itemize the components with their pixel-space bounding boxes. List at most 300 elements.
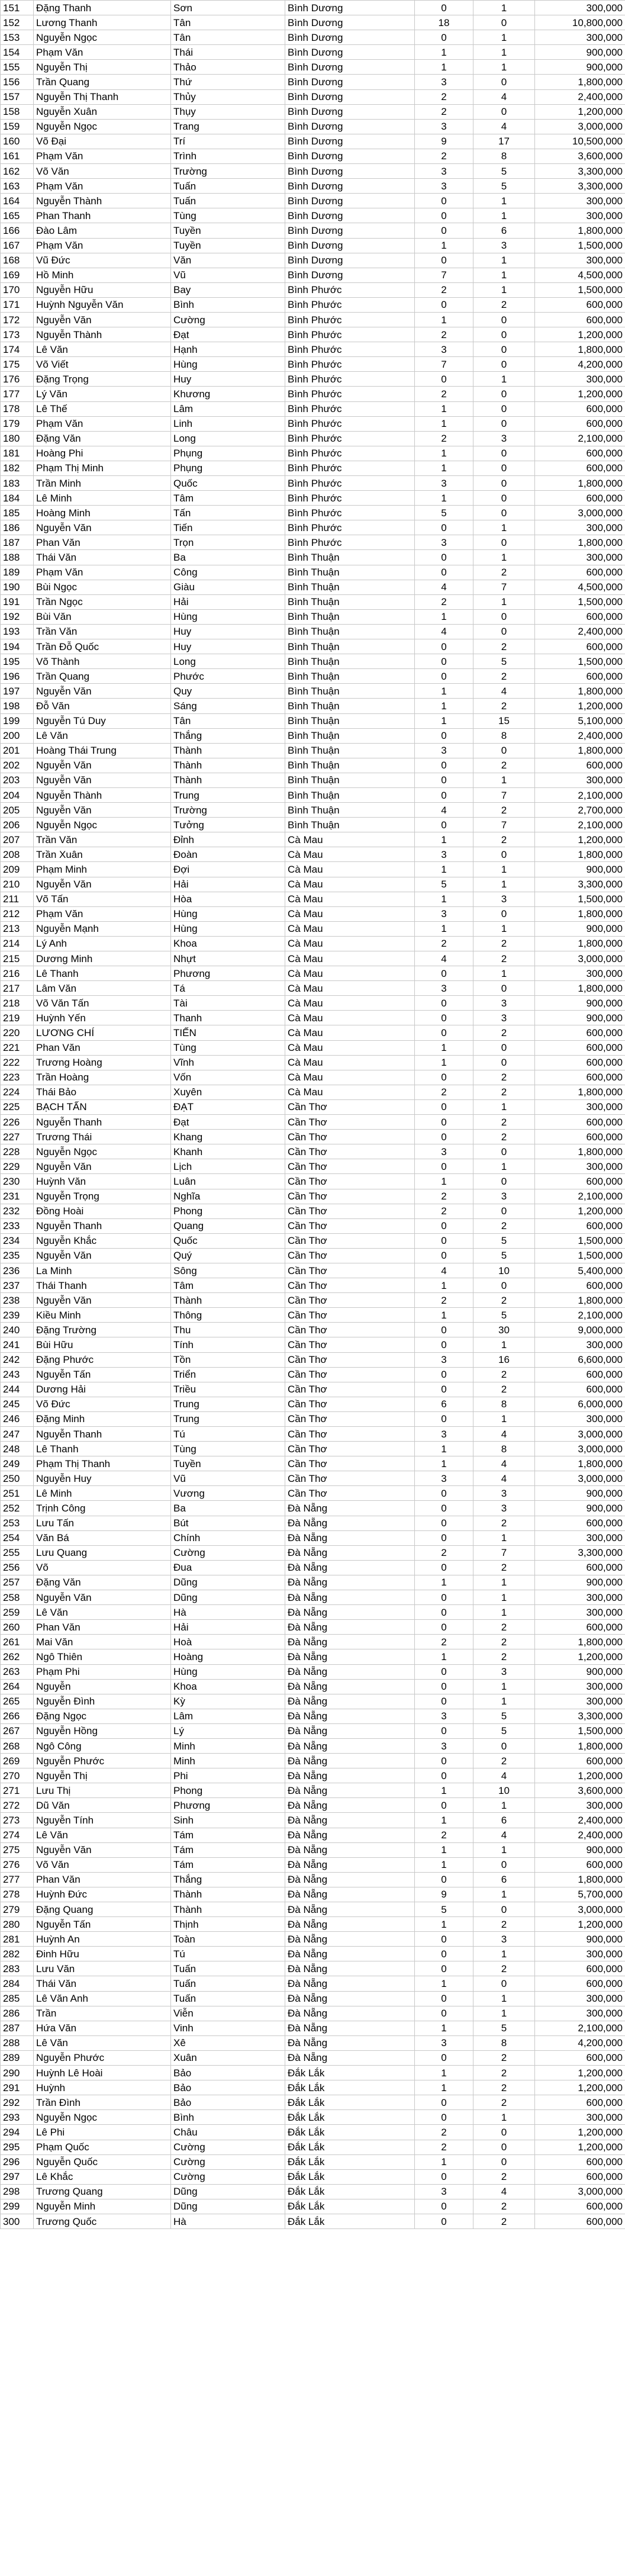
- row-number-cell[interactable]: 241: [1, 1337, 34, 1352]
- count-b-cell[interactable]: 1: [473, 268, 535, 282]
- count-b-cell[interactable]: 2: [473, 669, 535, 684]
- amount-cell[interactable]: 600,000: [535, 2214, 625, 2228]
- surname-cell[interactable]: Lưu Quang: [34, 1545, 171, 1560]
- amount-cell[interactable]: 300,000: [535, 550, 625, 565]
- count-a-cell[interactable]: 2: [415, 387, 473, 401]
- amount-cell[interactable]: 1,500,000: [535, 282, 625, 297]
- count-a-cell[interactable]: 2: [415, 594, 473, 609]
- count-b-cell[interactable]: 1: [473, 1605, 535, 1620]
- province-cell[interactable]: Đà Nẵng: [285, 1991, 415, 2006]
- province-cell[interactable]: Cần Thơ: [285, 1130, 415, 1144]
- province-cell[interactable]: Đà Nẵng: [285, 1798, 415, 1813]
- row-number-cell[interactable]: 239: [1, 1308, 34, 1323]
- row-number-cell[interactable]: 180: [1, 431, 34, 446]
- given-name-cell[interactable]: Đỉnh: [171, 832, 285, 847]
- row-number-cell[interactable]: 212: [1, 906, 34, 921]
- province-cell[interactable]: Đà Nẵng: [285, 1605, 415, 1620]
- row-number-cell[interactable]: 269: [1, 1754, 34, 1768]
- province-cell[interactable]: Đà Nẵng: [285, 1664, 415, 1679]
- count-a-cell[interactable]: 0: [415, 1991, 473, 2006]
- row-number-cell[interactable]: 188: [1, 550, 34, 565]
- row-number-cell[interactable]: 234: [1, 1233, 34, 1248]
- count-b-cell[interactable]: 3: [473, 1932, 535, 1947]
- count-a-cell[interactable]: 3: [415, 906, 473, 921]
- province-cell[interactable]: Đà Nẵng: [285, 1649, 415, 1664]
- count-a-cell[interactable]: 1: [415, 832, 473, 847]
- amount-cell[interactable]: 600,000: [535, 2095, 625, 2110]
- given-name-cell[interactable]: Tùng: [171, 1040, 285, 1055]
- province-cell[interactable]: Cần Thơ: [285, 1099, 415, 1114]
- count-b-cell[interactable]: 5: [473, 1709, 535, 1723]
- amount-cell[interactable]: 2,100,000: [535, 787, 625, 802]
- count-a-cell[interactable]: 3: [415, 179, 473, 194]
- surname-cell[interactable]: Phạm Quốc: [34, 2140, 171, 2154]
- province-cell[interactable]: Bình Phước: [285, 431, 415, 446]
- province-cell[interactable]: Bình Dương: [285, 15, 415, 30]
- province-cell[interactable]: Đắk Lắk: [285, 2080, 415, 2095]
- province-cell[interactable]: Bình Dương: [285, 30, 415, 45]
- count-b-cell[interactable]: 3: [473, 431, 535, 446]
- surname-cell[interactable]: Nguyễn Văn: [34, 520, 171, 535]
- surname-cell[interactable]: Nguyễn Văn: [34, 1159, 171, 1174]
- count-b-cell[interactable]: 2: [473, 1070, 535, 1085]
- given-name-cell[interactable]: Linh: [171, 416, 285, 431]
- count-b-cell[interactable]: 1: [473, 60, 535, 75]
- province-cell[interactable]: Bình Phước: [285, 387, 415, 401]
- count-b-cell[interactable]: 2: [473, 951, 535, 966]
- province-cell[interactable]: Bình Dương: [285, 223, 415, 238]
- row-number-cell[interactable]: 157: [1, 89, 34, 104]
- surname-cell[interactable]: Nguyễn Tấn: [34, 1367, 171, 1382]
- given-name-cell[interactable]: Tâm: [171, 491, 285, 506]
- given-name-cell[interactable]: Ba: [171, 550, 285, 565]
- given-name-cell[interactable]: Tân: [171, 713, 285, 728]
- count-b-cell[interactable]: 3: [473, 1664, 535, 1679]
- surname-cell[interactable]: Huỳnh Yến: [34, 1011, 171, 1025]
- count-a-cell[interactable]: 0: [415, 2095, 473, 2110]
- count-b-cell[interactable]: 0: [473, 491, 535, 506]
- count-a-cell[interactable]: 0: [415, 1248, 473, 1263]
- surname-cell[interactable]: Lưu Văn: [34, 1961, 171, 1976]
- surname-cell[interactable]: Dương Minh: [34, 951, 171, 966]
- count-a-cell[interactable]: 1: [415, 699, 473, 713]
- count-b-cell[interactable]: 2: [473, 1085, 535, 1099]
- count-a-cell[interactable]: 1: [415, 609, 473, 624]
- given-name-cell[interactable]: TIẾN: [171, 1025, 285, 1040]
- given-name-cell[interactable]: Đạt: [171, 327, 285, 342]
- row-number-cell[interactable]: 191: [1, 594, 34, 609]
- row-number-cell[interactable]: 283: [1, 1961, 34, 1976]
- count-a-cell[interactable]: 0: [415, 1099, 473, 1114]
- count-b-cell[interactable]: 5: [473, 2021, 535, 2035]
- row-number-cell[interactable]: 193: [1, 624, 34, 639]
- count-a-cell[interactable]: 3: [415, 2184, 473, 2199]
- surname-cell[interactable]: Trần Minh: [34, 476, 171, 491]
- amount-cell[interactable]: 4,500,000: [535, 580, 625, 594]
- count-a-cell[interactable]: 1: [415, 416, 473, 431]
- count-b-cell[interactable]: 0: [473, 2125, 535, 2140]
- count-b-cell[interactable]: 0: [473, 981, 535, 996]
- count-a-cell[interactable]: 0: [415, 2169, 473, 2184]
- count-a-cell[interactable]: 0: [415, 1367, 473, 1382]
- surname-cell[interactable]: Nguyễn Văn: [34, 877, 171, 892]
- surname-cell[interactable]: Nguyễn Ngọc: [34, 2110, 171, 2125]
- count-a-cell[interactable]: 2: [415, 1293, 473, 1308]
- surname-cell[interactable]: Lê Văn: [34, 342, 171, 357]
- surname-cell[interactable]: Võ Đức: [34, 1397, 171, 1411]
- given-name-cell[interactable]: Văn: [171, 253, 285, 268]
- given-name-cell[interactable]: Nghĩa: [171, 1189, 285, 1204]
- amount-cell[interactable]: 600,000: [535, 1055, 625, 1070]
- given-name-cell[interactable]: Sáng: [171, 699, 285, 713]
- count-b-cell[interactable]: 4: [473, 684, 535, 699]
- given-name-cell[interactable]: Giàu: [171, 580, 285, 594]
- count-b-cell[interactable]: 8: [473, 149, 535, 163]
- count-b-cell[interactable]: 0: [473, 401, 535, 416]
- surname-cell[interactable]: Thái Văn: [34, 550, 171, 565]
- count-b-cell[interactable]: 0: [473, 1738, 535, 1753]
- count-b-cell[interactable]: 2: [473, 1649, 535, 1664]
- amount-cell[interactable]: 1,800,000: [535, 1738, 625, 1753]
- province-cell[interactable]: Cà Mau: [285, 862, 415, 877]
- surname-cell[interactable]: Đặng Văn: [34, 1575, 171, 1590]
- surname-cell[interactable]: Nguyễn Văn: [34, 1248, 171, 1263]
- row-number-cell[interactable]: 274: [1, 1828, 34, 1842]
- amount-cell[interactable]: 1,500,000: [535, 238, 625, 253]
- count-b-cell[interactable]: 1: [473, 1575, 535, 1590]
- count-a-cell[interactable]: 3: [415, 1352, 473, 1367]
- amount-cell[interactable]: 600,000: [535, 1976, 625, 1991]
- count-b-cell[interactable]: 0: [473, 1055, 535, 1070]
- given-name-cell[interactable]: Vốn: [171, 1070, 285, 1085]
- row-number-cell[interactable]: 160: [1, 134, 34, 149]
- row-number-cell[interactable]: 187: [1, 535, 34, 550]
- amount-cell[interactable]: 1,200,000: [535, 699, 625, 713]
- row-number-cell[interactable]: 194: [1, 639, 34, 654]
- surname-cell[interactable]: Trần Hoàng: [34, 1070, 171, 1085]
- surname-cell[interactable]: Bùi Ngọc: [34, 580, 171, 594]
- province-cell[interactable]: Cần Thơ: [285, 1308, 415, 1323]
- amount-cell[interactable]: 300,000: [535, 1679, 625, 1694]
- amount-cell[interactable]: 900,000: [535, 1932, 625, 1947]
- amount-cell[interactable]: 600,000: [535, 1115, 625, 1130]
- count-b-cell[interactable]: 7: [473, 1545, 535, 1560]
- amount-cell[interactable]: 1,800,000: [535, 75, 625, 89]
- count-a-cell[interactable]: 0: [415, 818, 473, 832]
- row-number-cell[interactable]: 260: [1, 1620, 34, 1635]
- row-number-cell[interactable]: 277: [1, 1872, 34, 1887]
- given-name-cell[interactable]: Khang: [171, 1130, 285, 1144]
- province-cell[interactable]: Bình Phước: [285, 520, 415, 535]
- row-number-cell[interactable]: 227: [1, 1130, 34, 1144]
- surname-cell[interactable]: Hoàng Phi: [34, 446, 171, 461]
- amount-cell[interactable]: 3,600,000: [535, 149, 625, 163]
- amount-cell[interactable]: 2,100,000: [535, 2021, 625, 2035]
- row-number-cell[interactable]: 176: [1, 372, 34, 387]
- amount-cell[interactable]: 600,000: [535, 461, 625, 475]
- province-cell[interactable]: Cần Thơ: [285, 1486, 415, 1501]
- row-number-cell[interactable]: 247: [1, 1427, 34, 1442]
- amount-cell[interactable]: 1,800,000: [535, 847, 625, 862]
- count-b-cell[interactable]: 0: [473, 1204, 535, 1218]
- amount-cell[interactable]: 300,000: [535, 253, 625, 268]
- row-number-cell[interactable]: 186: [1, 520, 34, 535]
- surname-cell[interactable]: Nguyễn Thanh: [34, 1427, 171, 1442]
- count-a-cell[interactable]: 1: [415, 60, 473, 75]
- province-cell[interactable]: Cà Mau: [285, 1025, 415, 1040]
- count-b-cell[interactable]: 0: [473, 312, 535, 327]
- row-number-cell[interactable]: 223: [1, 1070, 34, 1085]
- province-cell[interactable]: Đắk Lắk: [285, 2095, 415, 2110]
- count-a-cell[interactable]: 1: [415, 921, 473, 936]
- given-name-cell[interactable]: Trung: [171, 1411, 285, 1426]
- given-name-cell[interactable]: Minh: [171, 1754, 285, 1768]
- count-a-cell[interactable]: 0: [415, 1070, 473, 1085]
- count-a-cell[interactable]: 1: [415, 491, 473, 506]
- row-number-cell[interactable]: 259: [1, 1605, 34, 1620]
- amount-cell[interactable]: 1,500,000: [535, 892, 625, 906]
- row-number-cell[interactable]: 231: [1, 1189, 34, 1204]
- province-cell[interactable]: Đà Nẵng: [285, 2006, 415, 2021]
- given-name-cell[interactable]: Hải: [171, 594, 285, 609]
- count-a-cell[interactable]: 1: [415, 1442, 473, 1456]
- province-cell[interactable]: Bình Dương: [285, 268, 415, 282]
- surname-cell[interactable]: Trương Hoàng: [34, 1055, 171, 1070]
- given-name-cell[interactable]: Phụng: [171, 461, 285, 475]
- province-cell[interactable]: Bình Dương: [285, 60, 415, 75]
- count-a-cell[interactable]: 0: [415, 297, 473, 312]
- province-cell[interactable]: Cà Mau: [285, 1011, 415, 1025]
- surname-cell[interactable]: Thái Bảo: [34, 1085, 171, 1099]
- given-name-cell[interactable]: Hùng: [171, 609, 285, 624]
- given-name-cell[interactable]: Tân: [171, 15, 285, 30]
- province-cell[interactable]: Đắk Lắk: [285, 2169, 415, 2184]
- row-number-cell[interactable]: 166: [1, 223, 34, 238]
- count-b-cell[interactable]: 0: [473, 2154, 535, 2169]
- row-number-cell[interactable]: 153: [1, 30, 34, 45]
- count-b-cell[interactable]: 1: [473, 1991, 535, 2006]
- amount-cell[interactable]: 2,400,000: [535, 728, 625, 743]
- amount-cell[interactable]: 9,000,000: [535, 1323, 625, 1337]
- amount-cell[interactable]: 600,000: [535, 758, 625, 773]
- given-name-cell[interactable]: Dũng: [171, 2199, 285, 2214]
- count-b-cell[interactable]: 7: [473, 818, 535, 832]
- given-name-cell[interactable]: Thụy: [171, 104, 285, 119]
- row-number-cell[interactable]: 271: [1, 1783, 34, 1798]
- given-name-cell[interactable]: Cường: [171, 312, 285, 327]
- count-b-cell[interactable]: 2: [473, 803, 535, 818]
- province-cell[interactable]: Đà Nẵng: [285, 1679, 415, 1694]
- count-a-cell[interactable]: 2: [415, 1189, 473, 1204]
- given-name-cell[interactable]: Kỳ: [171, 1694, 285, 1709]
- amount-cell[interactable]: 300,000: [535, 1411, 625, 1426]
- surname-cell[interactable]: Phạm Văn: [34, 238, 171, 253]
- row-number-cell[interactable]: 211: [1, 892, 34, 906]
- amount-cell[interactable]: 900,000: [535, 1011, 625, 1025]
- row-number-cell[interactable]: 246: [1, 1411, 34, 1426]
- amount-cell[interactable]: 300,000: [535, 1947, 625, 1961]
- count-a-cell[interactable]: 1: [415, 446, 473, 461]
- count-b-cell[interactable]: 2: [473, 2214, 535, 2228]
- count-a-cell[interactable]: 7: [415, 357, 473, 372]
- count-a-cell[interactable]: 0: [415, 2214, 473, 2228]
- given-name-cell[interactable]: Trường: [171, 164, 285, 179]
- count-a-cell[interactable]: 0: [415, 787, 473, 802]
- province-cell[interactable]: Cần Thơ: [285, 1218, 415, 1233]
- count-a-cell[interactable]: 0: [415, 1115, 473, 1130]
- given-name-cell[interactable]: Chính: [171, 1530, 285, 1545]
- given-name-cell[interactable]: Vũ: [171, 1471, 285, 1486]
- given-name-cell[interactable]: Toàn: [171, 1932, 285, 1947]
- province-cell[interactable]: Bình Dương: [285, 253, 415, 268]
- count-b-cell[interactable]: 6: [473, 223, 535, 238]
- given-name-cell[interactable]: Tú: [171, 1947, 285, 1961]
- given-name-cell[interactable]: Trung: [171, 787, 285, 802]
- row-number-cell[interactable]: 279: [1, 1902, 34, 1917]
- amount-cell[interactable]: 2,700,000: [535, 803, 625, 818]
- count-b-cell[interactable]: 7: [473, 580, 535, 594]
- surname-cell[interactable]: Hoàng Thái Trung: [34, 743, 171, 758]
- count-a-cell[interactable]: 0: [415, 2199, 473, 2214]
- row-number-cell[interactable]: 300: [1, 2214, 34, 2228]
- amount-cell[interactable]: 600,000: [535, 312, 625, 327]
- row-number-cell[interactable]: 198: [1, 699, 34, 713]
- province-cell[interactable]: Đà Nẵng: [285, 1575, 415, 1590]
- count-b-cell[interactable]: 8: [473, 1397, 535, 1411]
- count-a-cell[interactable]: 3: [415, 535, 473, 550]
- province-cell[interactable]: Bình Thuận: [285, 609, 415, 624]
- given-name-cell[interactable]: Quang: [171, 1218, 285, 1233]
- surname-cell[interactable]: Võ Thành: [34, 654, 171, 669]
- given-name-cell[interactable]: Bay: [171, 282, 285, 297]
- given-name-cell[interactable]: Ba: [171, 1501, 285, 1516]
- amount-cell[interactable]: 3,600,000: [535, 1783, 625, 1798]
- count-a-cell[interactable]: 3: [415, 342, 473, 357]
- count-b-cell[interactable]: 2: [473, 2095, 535, 2110]
- amount-cell[interactable]: 600,000: [535, 1218, 625, 1233]
- surname-cell[interactable]: Trần Đỗ Quốc: [34, 639, 171, 654]
- row-number-cell[interactable]: 264: [1, 1679, 34, 1694]
- province-cell[interactable]: Đắk Lắk: [285, 2154, 415, 2169]
- row-number-cell[interactable]: 237: [1, 1278, 34, 1293]
- surname-cell[interactable]: Nguyễn Trọng: [34, 1189, 171, 1204]
- surname-cell[interactable]: Nguyễn Tính: [34, 1813, 171, 1828]
- count-b-cell[interactable]: 2: [473, 1961, 535, 1976]
- given-name-cell[interactable]: Tám: [171, 1842, 285, 1857]
- count-a-cell[interactable]: 0: [415, 1323, 473, 1337]
- province-cell[interactable]: Bình Phước: [285, 476, 415, 491]
- amount-cell[interactable]: 1,800,000: [535, 1872, 625, 1887]
- count-a-cell[interactable]: 0: [415, 1382, 473, 1397]
- surname-cell[interactable]: Vũ Đức: [34, 253, 171, 268]
- row-number-cell[interactable]: 216: [1, 966, 34, 981]
- surname-cell[interactable]: Phạm Minh: [34, 862, 171, 877]
- province-cell[interactable]: Cà Mau: [285, 906, 415, 921]
- amount-cell[interactable]: 6,600,000: [535, 1352, 625, 1367]
- province-cell[interactable]: Bình Thuận: [285, 818, 415, 832]
- given-name-cell[interactable]: Hạnh: [171, 342, 285, 357]
- row-number-cell[interactable]: 171: [1, 297, 34, 312]
- surname-cell[interactable]: Trần Quang: [34, 669, 171, 684]
- given-name-cell[interactable]: Thắng: [171, 728, 285, 743]
- row-number-cell[interactable]: 253: [1, 1516, 34, 1530]
- row-number-cell[interactable]: 165: [1, 208, 34, 223]
- given-name-cell[interactable]: Hải: [171, 1620, 285, 1635]
- count-a-cell[interactable]: 0: [415, 1932, 473, 1947]
- amount-cell[interactable]: 3,000,000: [535, 1471, 625, 1486]
- province-cell[interactable]: Bình Thuận: [285, 669, 415, 684]
- given-name-cell[interactable]: Công: [171, 565, 285, 580]
- count-b-cell[interactable]: 2: [473, 2169, 535, 2184]
- province-cell[interactable]: Cần Thơ: [285, 1204, 415, 1218]
- count-b-cell[interactable]: 1: [473, 1159, 535, 1174]
- amount-cell[interactable]: 600,000: [535, 1754, 625, 1768]
- row-number-cell[interactable]: 185: [1, 506, 34, 520]
- count-a-cell[interactable]: 0: [415, 654, 473, 669]
- count-a-cell[interactable]: 1: [415, 1813, 473, 1828]
- amount-cell[interactable]: 300,000: [535, 520, 625, 535]
- row-number-cell[interactable]: 278: [1, 1887, 34, 1902]
- surname-cell[interactable]: Đồng Hoài: [34, 1204, 171, 1218]
- row-number-cell[interactable]: 280: [1, 1917, 34, 1932]
- given-name-cell[interactable]: Nhựt: [171, 951, 285, 966]
- count-a-cell[interactable]: 1: [415, 1842, 473, 1857]
- surname-cell[interactable]: Phạm Văn: [34, 179, 171, 194]
- row-number-cell[interactable]: 288: [1, 2035, 34, 2050]
- surname-cell[interactable]: Phạm Văn: [34, 416, 171, 431]
- count-a-cell[interactable]: 0: [415, 639, 473, 654]
- count-b-cell[interactable]: 15: [473, 713, 535, 728]
- count-b-cell[interactable]: 5: [473, 179, 535, 194]
- amount-cell[interactable]: 3,000,000: [535, 119, 625, 134]
- row-number-cell[interactable]: 254: [1, 1530, 34, 1545]
- given-name-cell[interactable]: Bình: [171, 2110, 285, 2125]
- count-a-cell[interactable]: 2: [415, 282, 473, 297]
- given-name-cell[interactable]: Thu: [171, 1323, 285, 1337]
- surname-cell[interactable]: Trần Văn: [34, 624, 171, 639]
- count-a-cell[interactable]: 0: [415, 1530, 473, 1545]
- province-cell[interactable]: Cà Mau: [285, 1085, 415, 1099]
- count-b-cell[interactable]: 0: [473, 104, 535, 119]
- surname-cell[interactable]: Nguyễn Văn: [34, 758, 171, 773]
- province-cell[interactable]: Cần Thơ: [285, 1442, 415, 1456]
- count-a-cell[interactable]: 5: [415, 877, 473, 892]
- surname-cell[interactable]: Đặng Ngọc: [34, 1709, 171, 1723]
- row-number-cell[interactable]: 258: [1, 1590, 34, 1605]
- count-a-cell[interactable]: 0: [415, 1560, 473, 1575]
- amount-cell[interactable]: 900,000: [535, 1501, 625, 1516]
- count-b-cell[interactable]: 2: [473, 1620, 535, 1635]
- province-cell[interactable]: Bình Dương: [285, 119, 415, 134]
- given-name-cell[interactable]: Hòa: [171, 892, 285, 906]
- count-b-cell[interactable]: 3: [473, 1011, 535, 1025]
- province-cell[interactable]: Bình Phước: [285, 342, 415, 357]
- province-cell[interactable]: Cần Thơ: [285, 1397, 415, 1411]
- count-a-cell[interactable]: 3: [415, 1144, 473, 1159]
- given-name-cell[interactable]: Thái: [171, 45, 285, 60]
- amount-cell[interactable]: 2,400,000: [535, 89, 625, 104]
- given-name-cell[interactable]: Trọn: [171, 535, 285, 550]
- given-name-cell[interactable]: Trang: [171, 119, 285, 134]
- count-b-cell[interactable]: 17: [473, 134, 535, 149]
- count-b-cell[interactable]: 1: [473, 1337, 535, 1352]
- count-a-cell[interactable]: 2: [415, 1204, 473, 1218]
- province-cell[interactable]: Bình Phước: [285, 312, 415, 327]
- amount-cell[interactable]: 600,000: [535, 1620, 625, 1635]
- surname-cell[interactable]: Trần Đình: [34, 2095, 171, 2110]
- count-b-cell[interactable]: 3: [473, 892, 535, 906]
- given-name-cell[interactable]: Thành: [171, 743, 285, 758]
